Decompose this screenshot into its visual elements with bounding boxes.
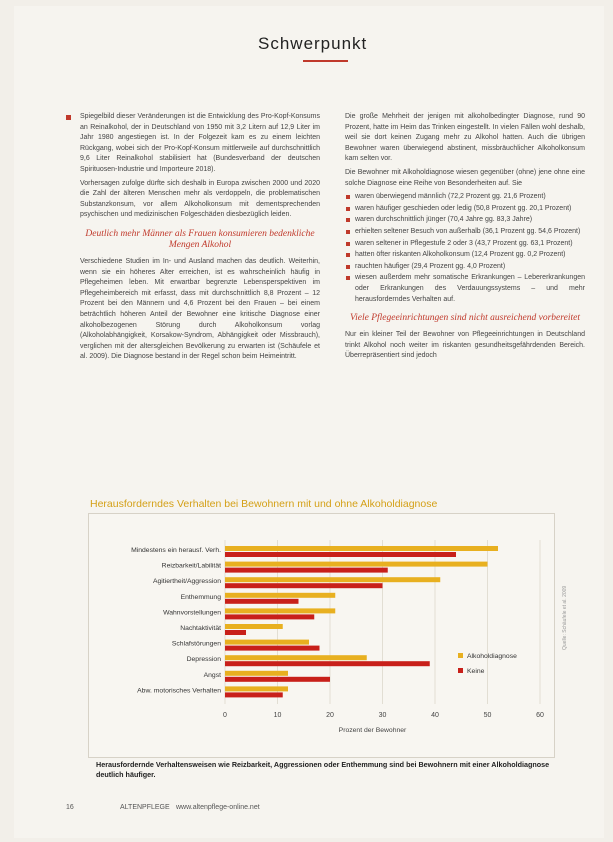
category-label: Abw. motorisches Verhalten [137, 687, 221, 695]
bar [225, 562, 488, 567]
legend-swatch [458, 668, 463, 673]
category-label: Agitiertheit/Aggression [152, 578, 221, 586]
website-url: www.altenpflege-online.net [176, 804, 260, 811]
bar [225, 624, 283, 629]
bullet-item: wiesen außerdem mehr somatische Erkrankungen – Lebererkrankungen oder Erkrankungen des Verdauungssystems – und mehr herausforderndes Verhalten auf. [345, 273, 585, 305]
bar [225, 614, 314, 619]
category-label: Enthemmung [180, 593, 221, 601]
x-tick-label: 50 [483, 712, 492, 719]
category-label: Mindestens ein herausf. Verh. [131, 547, 221, 554]
x-tick-label: 0 [223, 712, 227, 719]
bar [225, 661, 430, 666]
left-column [80, 112, 320, 366]
bar [225, 655, 367, 660]
subheading: Deutlich mehr Männer als Frauen konsumieren bedenkliche Mengen Alkohol [85, 228, 315, 250]
bar [225, 583, 383, 588]
category-label: Schlafstörungen [171, 640, 221, 648]
paragraph: Die große Mehrheit der jenigen mit alkoholbedingter Diagnose, rund 90 Prozent, hatte im Heim das Trinken eingestellt. In vielen Fällen wohl deshalb, weil sie dort keinen Zugang mehr zu Alkohol hatten. Auch die übrigen Bewohner waren überwiegend abstinent, missbräuchlicher Alkoholkonsum kam selten vor. [345, 113, 585, 163]
bar [225, 593, 335, 598]
bullet-item: waren durchschnittlich jünger (70,4 Jahre gg. 83,3 Jahre) [345, 215, 585, 226]
right-column [345, 112, 585, 365]
bar [225, 568, 388, 573]
bar [225, 552, 456, 557]
x-tick-label: 20 [326, 712, 334, 719]
bullet-item: erhielten seltener Besuch von außerhalb (36,1 Prozent gg. 54,6 Prozent) [345, 227, 585, 238]
bar [225, 671, 288, 676]
category-label: Nachtaktivität [180, 625, 221, 632]
paragraph: Die Bewohner mit Alkoholdiagnose wiesen gegenüber (ohne) jene ohne eine solche Diagnose eine Reihe von Besonderheiten auf. Sie [345, 168, 585, 187]
category-label: Angst [203, 671, 221, 679]
paragraph: Vorhersagen zufolge dürfte sich deshalb in Europa zwischen 2000 und 2020 die Zahl der älteren Menschen mehr als verdoppeln, die problematischen Substanzkonsum, vor allem Alkoholkonsum mit dementsprechenden psychischen und medizinischen Folgeschäden diesbezüglich leiden. [80, 179, 320, 219]
title-underline [303, 60, 348, 62]
bar [225, 608, 335, 613]
x-axis-label: Prozent der Bewohner [338, 727, 407, 734]
magazine-name: ALTENPFLEGE [120, 804, 170, 811]
legend-label: Alkoholdiagnose [467, 653, 517, 660]
bar [225, 546, 498, 551]
category-label: Wahnvorstellungen [163, 609, 221, 617]
legend-label: Keine [467, 668, 485, 675]
x-tick-label: 30 [378, 712, 387, 719]
bullet-item: rauchten häufiger (29,4 Prozent gg. 4,0 Prozent) [345, 262, 585, 273]
x-tick-label: 40 [431, 712, 439, 719]
x-tick-label: 10 [273, 712, 282, 719]
bar [225, 692, 283, 697]
bar [225, 577, 440, 582]
x-tick-label: 60 [536, 712, 544, 719]
bar [225, 630, 246, 635]
bar [225, 640, 309, 645]
category-label: Depression [186, 656, 221, 664]
bar [225, 599, 299, 604]
bar [225, 677, 330, 682]
source-credit: Quelle: Schäufele et al. 2009 [562, 585, 568, 650]
paragraph-marker [66, 115, 71, 120]
figure-caption: Herausfordernde Verhaltensweisen wie Reizbarkeit, Aggressionen oder Enthemmung sind bei Bewohnern mit einer Alkoholdiagnose deutlich häufiger. [96, 760, 550, 779]
legend-swatch [458, 653, 463, 658]
bullet-item: waren überwiegend männlich (72,2 Prozent gg. 21,6 Prozent) [345, 192, 585, 203]
bar [225, 646, 320, 651]
category-label: Reizbarkeit/Labilität [161, 562, 221, 570]
paragraph: Spiegelbild dieser Veränderungen ist die Entwicklung des Pro-Kopf-Konsums an Reinalkohol, der in Deutschland von 1950 mit 3,2 Litern auf 12,9 Liter im Jahr 1980 angestiegen ist. In der Folgezeit kam es zu einem leichten Rückgang, wobei sich der Pro-Kopf-Konsum mittlerweile auf durchschnittlich 9,6 Liter Reinalkohol stabilisiert hat (Bundesverband der deutschen Spirituosen-Industrie und Importeure 2018). [80, 113, 320, 173]
bar [225, 686, 288, 691]
paragraph: Verschiedene Studien im In- und Ausland machen das deutlich. Weiterhin, wenn sie ein höheres Alter erreichen, ist es wahrscheinlich häufig in Pflegeheimen leben. Mit erwartbar begrenzte Lebensperspektiven im Pflegeheimbereich mit erfasst, dass mit durchschnittlich 8,8 Prozent – 12 Prozent bei den Männern und 4,6 Prozent bei den Frauen – bei einem beträchtlich höheren Anteil der Bewohner eine kritische Diagnose einer alkoholbezogenen Störung durch Alkoholkonsum vorlag (Alkoholabhängigkeit, Korsakow-Syndrom, Abhängigkeit oder Missbrauch), verglichen mit der altersgleichen Bevölkerung zu erwarten ist (Schäufele et al. 2009). Die Diagnose bestand in der Regel schon beim Heimeintritt. [80, 257, 320, 361]
bullet-item: waren häufiger geschieden oder ledig (50,8 Prozent gg. 20,1 Prozent) [345, 204, 585, 215]
bullet-item: waren seltener in Pflegestufe 2 oder 3 (43,7 Prozent gg. 63,1 Prozent) [345, 239, 585, 250]
bullet-item: hatten öfter riskanten Alkoholkonsum (12,4 Prozent gg. 0,2 Prozent) [345, 250, 585, 261]
page-number: 16 [66, 804, 74, 811]
chart-title: Herausforderndes Verhalten bei Bewohnern mit und ohne Alkoholdiagnose [90, 498, 438, 510]
section-title: Schwerpunkt [258, 34, 368, 53]
paragraph: Nur ein kleiner Teil der Bewohner von Pflegeeinrichtungen in Deutschland trinkt Alkohol noch weiter im riskanten gesundheitsgefährdenden Bereich. Überrepräsentiert sind jedoch [345, 331, 585, 360]
subheading: Viele Pflegeeinrichtungen sind nicht ausreichend vorbereitet [350, 313, 580, 324]
bar-chart [88, 513, 553, 756]
